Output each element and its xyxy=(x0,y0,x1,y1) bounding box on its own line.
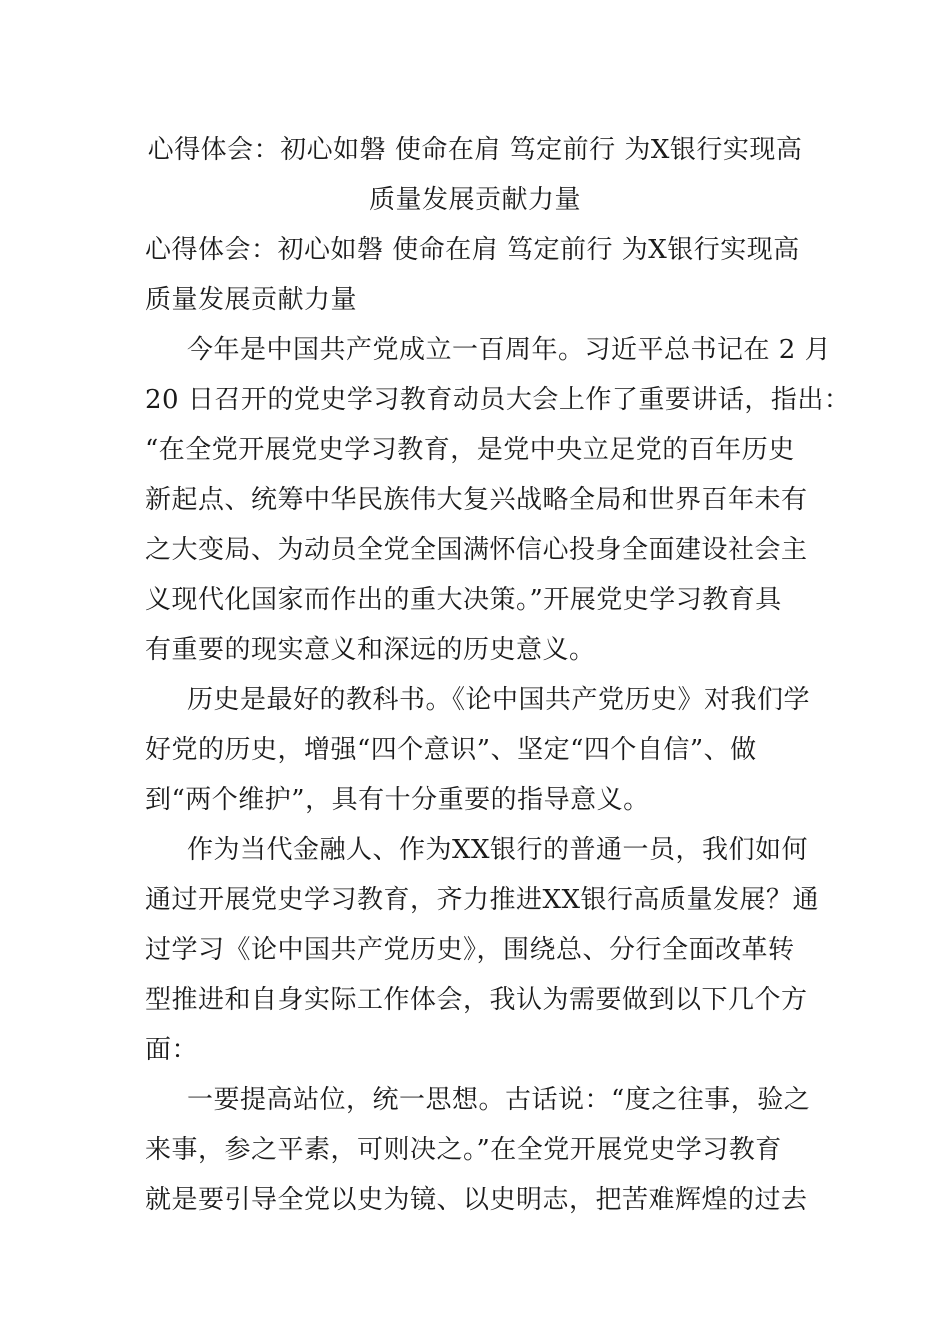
body-line: 到“两个维护”，具有十分重要的指导意义。 xyxy=(145,785,650,815)
body-line: 来事，参之平素，可则决之。”在全党开展党史学习教育 xyxy=(145,1135,782,1165)
document-title-line-1: 心得体会：初心如磐 使命在肩 笃定前行 为X银行实现高 xyxy=(147,135,803,165)
body-line: 型推进和自身实际工作体会，我认为需要做到以下几个方 xyxy=(145,985,808,1015)
body-line: 之大变局、为动员全党全国满怀信心投身全面建设社会主 xyxy=(145,535,808,565)
body-line: 有重要的现实意义和深远的历史意义。 xyxy=(145,635,596,665)
body-line: 就是要引导全党以史为镜、以史明志，把苦难辉煌的过去 xyxy=(145,1185,808,1215)
body-line: 新起点、统筹中华民族伟大复兴战略全局和世界百年未有 xyxy=(145,485,808,515)
body-line: 质量发展贡献力量 xyxy=(145,285,358,315)
body-line: 心得体会：初心如磐 使命在肩 笃定前行 为X银行实现高 xyxy=(145,235,800,265)
body-line: 过学习《论中国共产党历史》，围绕总、分行全面改革转 xyxy=(145,935,795,965)
paragraph-3-start: 作为当代金融人、作为XX银行的普通一员，我们如何 xyxy=(187,835,809,865)
body-line: 面： xyxy=(145,1035,199,1065)
body-line: 20 日召开的党史学习教育动员大会上作了重要讲话，指出： xyxy=(145,385,851,415)
paragraph-4-start: 一要提高站位，统一思想。古话说：“度之往事，验之 xyxy=(187,1085,811,1115)
body-line: “在全党开展党史学习教育，是党中央立足党的百年历史 xyxy=(145,435,795,465)
paragraph-1-start: 今年是中国共产党成立一百周年。习近平总书记在 2 月 xyxy=(187,335,832,365)
body-line: 好党的历史，增强“四个意识”、坚定“四个自信”、做 xyxy=(145,735,757,765)
paragraph-2-start: 历史是最好的教科书。《论中国共产党历史》对我们学 xyxy=(187,685,811,715)
body-line: 义现代化国家而作出的重大决策。”开展党史学习教育具 xyxy=(145,585,782,615)
document-title-line-2: 质量发展贡献力量 xyxy=(368,185,581,215)
body-line: 通过开展党史学习教育，齐力推进XX银行高质量发展？通 xyxy=(145,885,820,915)
